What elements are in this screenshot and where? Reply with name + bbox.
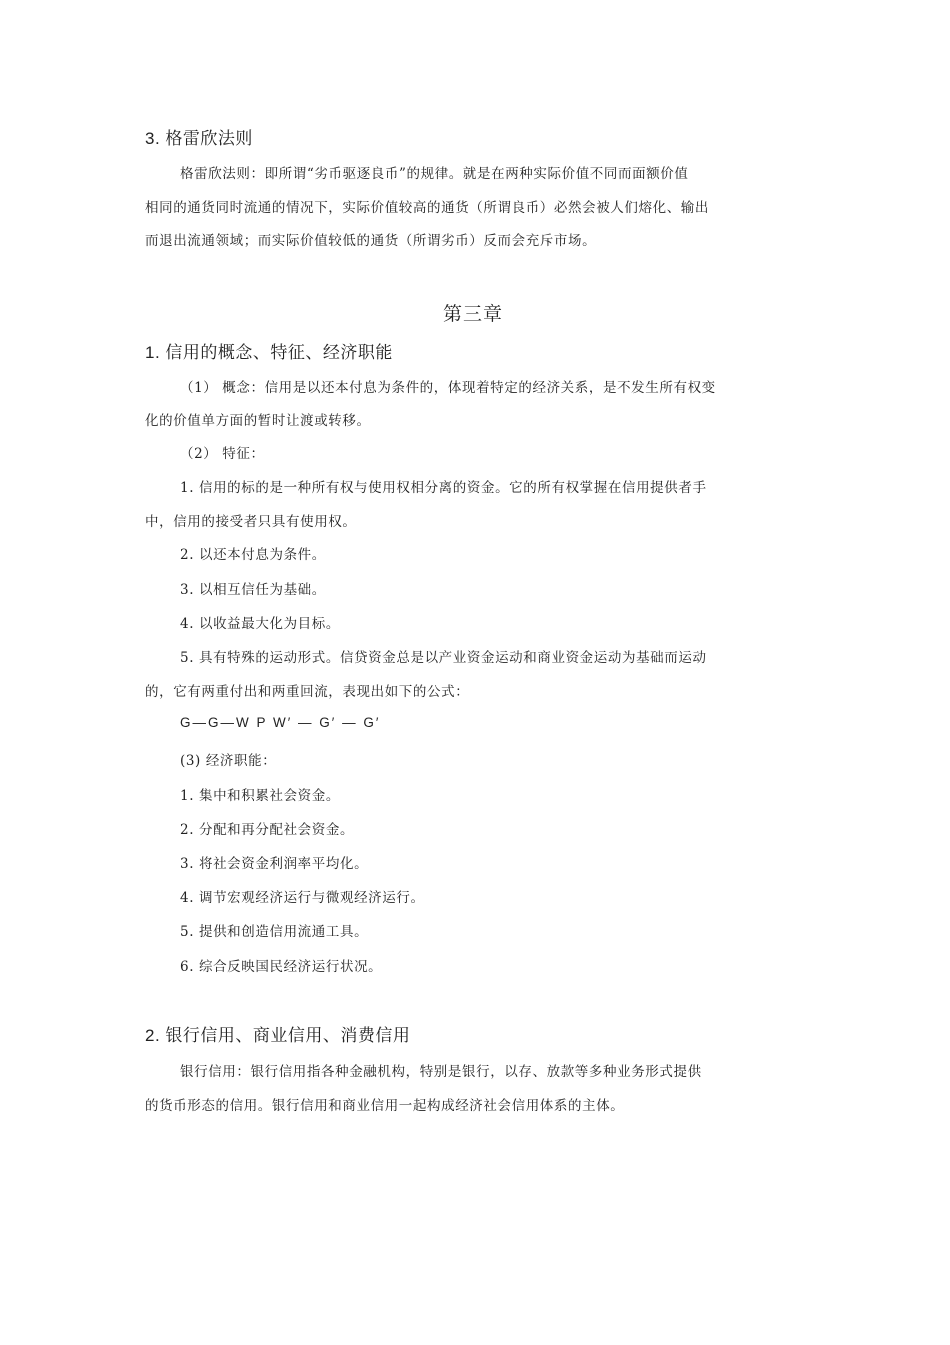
paragraph-line: 银行信用：银行信用指各种金融机构，特别是银行，以存、放款等多种业务形式提供 [180,1064,702,1080]
paragraph-line: 的货币形态的信用。银行信用和商业信用一起构成经济社会信用体系的主体。 [145,1098,625,1114]
function-item: 5. 提供和创造信用流通工具。 [180,924,369,940]
section-heading-gresham: 3. 格雷欣法则 [145,129,253,148]
section-heading-credit: 1. 信用的概念、特征、经济职能 [145,343,393,362]
paragraph-line: 化的价值单方面的暂时让渡或转移。 [145,413,371,429]
credit-formula: G—G—W P W′ — G′ — G′ [180,715,381,730]
features-label: （2） 特征： [180,446,265,462]
paragraph-line: 相同的通货同时流通的情况下，实际价值较高的通货（所谓良币）必然会被人们熔化、输出 [145,200,709,216]
paragraph-line: 而退出流通领域；而实际价值较低的通货（所谓劣币）反而会充斥市场。 [145,233,597,249]
feature-item: 1. 信用的标的是一种所有权与使用权相分离的资金。它的所有权掌握在信用提供者手 [180,480,707,496]
feature-item: 中，信用的接受者只具有使用权。 [145,514,357,530]
function-item: 1. 集中和积累社会资金。 [180,788,340,804]
function-item: 2. 分配和再分配社会资金。 [180,822,355,838]
section-heading-bank-credit: 2. 银行信用、商业信用、消费信用 [145,1026,411,1045]
paragraph-line: 格雷欣法则：即所谓“劣币驱逐良币”的规律。就是在两种实际价值不同而面额价值 [180,166,689,182]
feature-item: 的，它有两重付出和两重回流，表现出如下的公式： [145,684,470,700]
feature-item: 3. 以相互信任为基础。 [180,582,326,598]
feature-item: 2. 以还本付息为条件。 [180,547,326,563]
feature-item: 4. 以收益最大化为目标。 [180,616,340,632]
paragraph-line: （1） 概念：信用是以还本付息为条件的，体现着特定的经济关系，是不发生所有权变 [180,380,716,396]
function-item: 4. 调节宏观经济运行与微观经济运行。 [180,890,425,906]
function-item: 6. 综合反映国民经济运行状况。 [180,959,383,975]
feature-item: 5. 具有特殊的运动形式。信贷资金总是以产业资金运动和商业资金运动为基础而运动 [180,650,707,666]
function-item: 3. 将社会资金利润率平均化。 [180,856,369,872]
chapter-title: 第三章 [443,303,504,325]
functions-label: (3) 经济职能： [180,753,277,769]
